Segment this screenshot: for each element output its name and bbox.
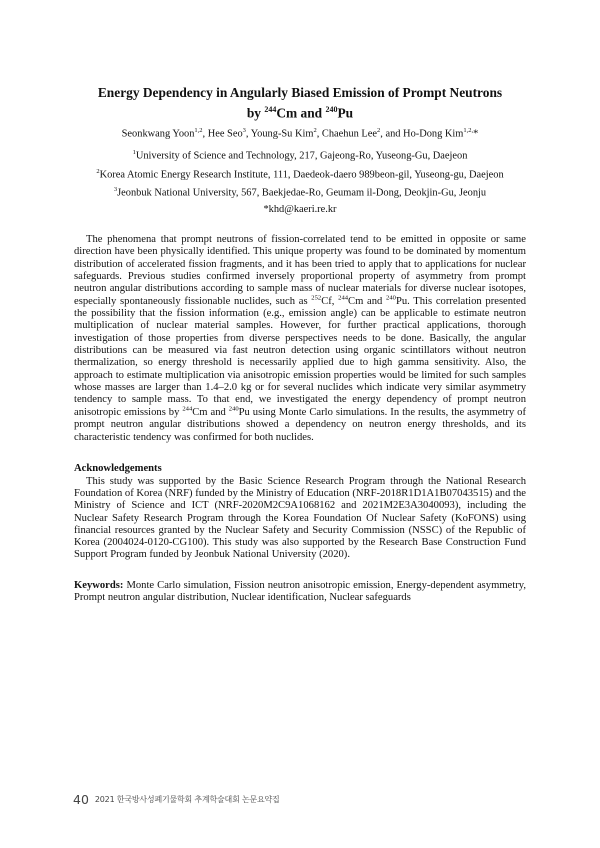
isotope-mass: 244 (182, 405, 193, 413)
isotope-symbol: Cm and (192, 406, 229, 418)
isotope-symbol: Cm (276, 105, 298, 121)
isotope-mass: 240 (228, 405, 239, 413)
author-name: , Young-Su Kim (245, 128, 314, 140)
abstract-paragraph (74, 234, 526, 444)
journal-name: 2021 한국방사성폐기물학회 추계학술대회 논문요약집 (94, 795, 280, 804)
isotope-symbol: Pu (337, 105, 354, 121)
affiliation-3 (40, 183, 560, 199)
title-and: and (297, 105, 326, 121)
author-list (40, 124, 560, 140)
isotope-mass: 252 (311, 294, 322, 302)
title-line-1: Energy Dependency in Angularly Biased Emission of Prompt Neutrons (97, 85, 503, 100)
affiliation-1 (40, 146, 560, 162)
abstract-text: The phenomena that prompt neutrons of fission-correlated tend to be emitted in opposite or same direction have been physically identified. This unique property was found to be dominated by momentum distribution of accelerated fission fragments, and it has been tried to apply that to applications for nuclear safeguards. Previous studies confirmed inversely proportional property of asymmetry from prompt neutron angular distributions according to sample mass of nuclear materials for diverse nuclear isotopes, especially spontaneously fissionable nuclides, such as (74, 234, 526, 307)
isotope-mass: 240 (325, 105, 338, 114)
author-affiliation-sup: 2 (313, 127, 317, 134)
page-number: 40 (73, 792, 89, 807)
contact-email: *khd@kaeri.re.kr (263, 204, 337, 215)
author-affiliation-sup: 1,2, (463, 127, 474, 134)
isotope-symbol: Cm and (348, 295, 387, 307)
title-by: by (246, 105, 265, 121)
corresponding-author-mark: * (473, 128, 479, 140)
affiliation-sup: 2 (96, 168, 100, 175)
affiliation-sup: 3 (113, 186, 118, 193)
title-line-2 (60, 101, 540, 121)
affiliation-text: University of Science and Technology, 217, Gajeong-Ro, Yuseong-Gu, Daejeon (135, 150, 468, 162)
isotope-mass: 240 (386, 294, 396, 302)
author-name: , Hee Seo (202, 128, 243, 140)
page-footer (73, 789, 280, 808)
keywords-text: Monte Carlo simulation, Fission neutron anisotropic emission, Energy-dependent asymmetry, Prompt neutron angular distribution, Nuclear identification, Nuclear safeguards (74, 580, 526, 604)
author-name: Seonkwang Yoon (121, 128, 195, 140)
keywords-paragraph (74, 580, 526, 604)
paper-title (60, 84, 540, 121)
author-name: , and Ho-Dong Kim (380, 128, 464, 140)
author-name: , Chaehun Lee (316, 128, 378, 140)
affiliation-text: Korea Atomic Energy Research Institute, 111, Daedeok-daero 989beon-gil, Yuseong-gu, Daejeon (99, 169, 504, 181)
keywords-label: Keywords: (74, 580, 124, 591)
acknowledgements-heading: Acknowledgements (74, 463, 162, 474)
abstract-text: Pu using Monte Carlo simulations. In the results, the asymmetry of prompt neutron angular distributions showed a dependency on neutron energy thresholds, and its characteristic tendency was confirmed for both nuclides. (74, 406, 526, 443)
affiliation-text: Jeonbuk National University, 567, Baekjedae-Ro, Geumam il-Dong, Deokjin-Gu, Jeonju (117, 187, 487, 199)
author-affiliation-sup: 1,2 (194, 127, 203, 134)
author-affiliation-sup: 3 (242, 127, 246, 134)
isotope-mass: 244 (338, 294, 349, 302)
affiliation-sup: 1 (132, 149, 136, 156)
author-affiliation-sup: 2 (377, 127, 381, 134)
abstract-text: Pu. This correlation presented the possibility that the fission information (e.g., emission angle) can be applicable to estimate neutron multiplication of nuclear material samples. However, for further practical applications, thorough investigation of those properties from diverse perspectives needs to be done. Basically, the angular distributions can be measured via fast neutron detection using organic scintillators without neutron thermalization, so energy threshold is necessarily applied due to high gamma sensitivity. Also, the approach to estimate multiplication via anisotropic emission properties would be limited for such samples whose masses are larger than 1.4–2.0 kg or for several nuclides which indicate very similar asymmetry tendency to sample mass. To that end, we investigated the energy dependency of prompt neutron anisotropic emissions by (74, 295, 527, 418)
acknowledgements-paragraph: This study was supported by the Basic Science Research Program through the National Research Foundation of Korea (NRF) funded by the Ministry of Education (NRF-2018R1D1A1B07043515) and the Ministry of Science and ICT (NRF-2020M2C9A1068162 and 2021M2E3A3040093), including the Nuclear Safety Research Program through the Korea Foundation Of Nuclear Safety (KoFONS) using financial resources granted by the Nuclear Safety and Security Commission (NSSC) of the Republic of Korea (2004024-0120-CG100). This study was also supported by the Research Base Construction Fund Support Program funded by Jeonbuk National University (2020). (74, 476, 526, 561)
isotope-symbol: Cf, (321, 295, 339, 307)
isotope-mass: 244 (264, 105, 277, 114)
affiliation-2 (40, 165, 560, 181)
